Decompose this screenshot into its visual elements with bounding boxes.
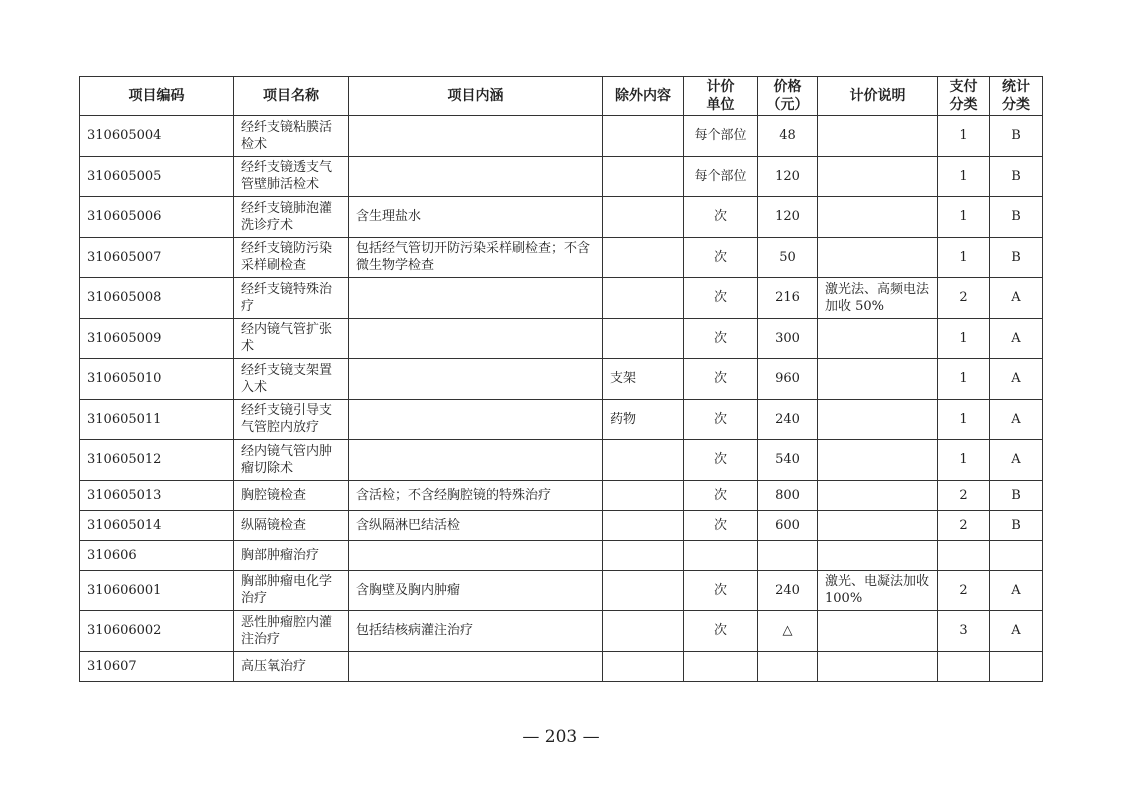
cell-price: 240 [758, 399, 818, 440]
cell-price: 48 [758, 116, 818, 157]
cell-excluded [603, 651, 684, 681]
cell-pay: 1 [938, 399, 990, 440]
cell-unit: 次 [684, 440, 758, 481]
cell-stat: B [990, 237, 1043, 278]
cell-note [818, 399, 938, 440]
cell-price: 600 [758, 510, 818, 540]
cell-price: 50 [758, 237, 818, 278]
cell-note [818, 480, 938, 510]
cell-note [818, 116, 938, 157]
cell-code: 310606001 [80, 570, 234, 611]
cell-note [818, 510, 938, 540]
cell-pay: 1 [938, 440, 990, 481]
cell-unit: 次 [684, 318, 758, 359]
cell-code: 310605012 [80, 440, 234, 481]
cell-stat: B [990, 156, 1043, 197]
cell-excluded [603, 480, 684, 510]
cell-note [818, 611, 938, 652]
cell-price: 300 [758, 318, 818, 359]
cell-excluded [603, 570, 684, 611]
cell-note: 激光法、高频电法加收 50% [818, 278, 938, 319]
table-row [80, 540, 1043, 570]
cell-name: 经内镜气管内肿瘤切除术 [234, 440, 349, 481]
cell-excluded: 药物 [603, 399, 684, 440]
cell-excluded [603, 197, 684, 238]
cell-name: 纵隔镜检查 [234, 510, 349, 540]
cell-content: 包括经气管切开防污染采样刷检查；不含微生物学检查 [349, 237, 603, 278]
cell-note [818, 540, 938, 570]
cell-price: 240 [758, 570, 818, 611]
header-content: 项目内涵 [349, 77, 603, 116]
cell-content [349, 278, 603, 319]
cell-content [349, 116, 603, 157]
cell-pay: 1 [938, 156, 990, 197]
table-row [80, 440, 1043, 481]
cell-unit: 次 [684, 480, 758, 510]
table-row [80, 510, 1043, 540]
cell-price: 540 [758, 440, 818, 481]
cell-code: 310606 [80, 540, 234, 570]
cell-price: 120 [758, 156, 818, 197]
cell-price [758, 540, 818, 570]
cell-content [349, 156, 603, 197]
cell-content [349, 440, 603, 481]
cell-stat: A [990, 278, 1043, 319]
cell-unit: 次 [684, 197, 758, 238]
header-stat: 统计 分类 [990, 77, 1043, 116]
cell-pay: 2 [938, 278, 990, 319]
cell-code: 310605004 [80, 116, 234, 157]
cell-unit [684, 651, 758, 681]
cell-stat: A [990, 399, 1043, 440]
cell-content [349, 399, 603, 440]
cell-stat: B [990, 197, 1043, 238]
cell-note [818, 651, 938, 681]
cell-stat: B [990, 116, 1043, 157]
cell-content [349, 359, 603, 400]
cell-content [349, 540, 603, 570]
cell-stat: A [990, 611, 1043, 652]
cell-code: 310605014 [80, 510, 234, 540]
cell-name: 经纤支镜支架置入术 [234, 359, 349, 400]
cell-name: 经纤支镜特殊治疗 [234, 278, 349, 319]
cell-price: 216 [758, 278, 818, 319]
cell-code: 310605008 [80, 278, 234, 319]
cell-pay: 1 [938, 197, 990, 238]
table-row [80, 318, 1043, 359]
table-row [80, 651, 1043, 681]
cell-excluded [603, 116, 684, 157]
cell-unit: 次 [684, 611, 758, 652]
cell-pay: 1 [938, 237, 990, 278]
cell-name: 经纤支镜防污染采样刷检查 [234, 237, 349, 278]
cell-note [818, 440, 938, 481]
cell-unit [684, 540, 758, 570]
cell-stat [990, 651, 1043, 681]
cell-pay: 1 [938, 116, 990, 157]
cell-content: 包括结核病灌注治疗 [349, 611, 603, 652]
header-name: 项目名称 [234, 77, 349, 116]
cell-price: △ [758, 611, 818, 652]
cell-excluded [603, 510, 684, 540]
cell-pay: 2 [938, 570, 990, 611]
cell-name: 经纤支镜肺泡灌洗诊疗术 [234, 197, 349, 238]
cell-name: 经纤支镜透支气管壁肺活检术 [234, 156, 349, 197]
cell-note [818, 359, 938, 400]
cell-unit: 次 [684, 278, 758, 319]
cell-code: 310605005 [80, 156, 234, 197]
table-row [80, 156, 1043, 197]
cell-note [818, 197, 938, 238]
cell-code: 310605009 [80, 318, 234, 359]
cell-name: 恶性肿瘤腔内灌注治疗 [234, 611, 349, 652]
cell-stat [990, 540, 1043, 570]
cell-code: 310605013 [80, 480, 234, 510]
table-row [80, 399, 1043, 440]
cell-note [818, 318, 938, 359]
header-code: 项目编码 [80, 77, 234, 116]
cell-pay: 3 [938, 611, 990, 652]
cell-excluded [603, 237, 684, 278]
cell-stat: B [990, 510, 1043, 540]
cell-code: 310605006 [80, 197, 234, 238]
table-row [80, 359, 1043, 400]
cell-price: 960 [758, 359, 818, 400]
page-number: — 203 — [522, 727, 600, 747]
cell-code: 310605011 [80, 399, 234, 440]
cell-note [818, 156, 938, 197]
cell-stat: A [990, 440, 1043, 481]
cell-code: 310606002 [80, 611, 234, 652]
cell-excluded [603, 318, 684, 359]
header-row [80, 77, 1043, 116]
cell-name: 胸部肿瘤治疗 [234, 540, 349, 570]
header-unit: 计价 单位 [684, 77, 758, 116]
cell-content: 含生理盐水 [349, 197, 603, 238]
cell-note [818, 237, 938, 278]
cell-stat: A [990, 318, 1043, 359]
table-row [80, 237, 1043, 278]
cell-code: 310605010 [80, 359, 234, 400]
cell-excluded: 支架 [603, 359, 684, 400]
table-row [80, 278, 1043, 319]
cell-name: 经内镜气管扩张术 [234, 318, 349, 359]
cell-unit: 次 [684, 399, 758, 440]
cell-stat: A [990, 359, 1043, 400]
cell-unit: 每个部位 [684, 156, 758, 197]
cell-unit: 次 [684, 570, 758, 611]
cell-pay: 1 [938, 359, 990, 400]
cell-unit: 每个部位 [684, 116, 758, 157]
cell-content [349, 651, 603, 681]
cell-excluded [603, 440, 684, 481]
cell-excluded [603, 540, 684, 570]
cell-content [349, 318, 603, 359]
cell-name: 经纤支镜粘膜活检术 [234, 116, 349, 157]
cell-pay [938, 651, 990, 681]
header-excluded: 除外内容 [603, 77, 684, 116]
cell-unit: 次 [684, 510, 758, 540]
cell-name: 经纤支镜引导支气管腔内放疗 [234, 399, 349, 440]
cell-pay: 2 [938, 510, 990, 540]
cell-pay: 2 [938, 480, 990, 510]
table-row [80, 570, 1043, 611]
cell-name: 高压氧治疗 [234, 651, 349, 681]
cell-name: 胸腔镜检查 [234, 480, 349, 510]
cell-excluded [603, 156, 684, 197]
cell-name: 胸部肿瘤电化学治疗 [234, 570, 349, 611]
cell-stat: B [990, 480, 1043, 510]
table-row [80, 197, 1043, 238]
cell-unit: 次 [684, 237, 758, 278]
cell-excluded [603, 611, 684, 652]
cell-code: 310607 [80, 651, 234, 681]
table-row [80, 611, 1043, 652]
pricing-table [79, 76, 1043, 682]
header-price: 价格 （元） [758, 77, 818, 116]
cell-excluded [603, 278, 684, 319]
cell-stat: A [990, 570, 1043, 611]
cell-code: 310605007 [80, 237, 234, 278]
cell-note: 激光、电凝法加收100% [818, 570, 938, 611]
header-pay: 支付 分类 [938, 77, 990, 116]
cell-price: 120 [758, 197, 818, 238]
header-note: 计价说明 [818, 77, 938, 116]
cell-unit: 次 [684, 359, 758, 400]
table-row [80, 116, 1043, 157]
cell-content: 含胸壁及胸内肿瘤 [349, 570, 603, 611]
cell-price [758, 651, 818, 681]
cell-pay: 1 [938, 318, 990, 359]
cell-pay [938, 540, 990, 570]
table-row [80, 480, 1043, 510]
cell-price: 800 [758, 480, 818, 510]
cell-content: 含纵隔淋巴结活检 [349, 510, 603, 540]
cell-content: 含活检；不含经胸腔镜的特殊治疗 [349, 480, 603, 510]
